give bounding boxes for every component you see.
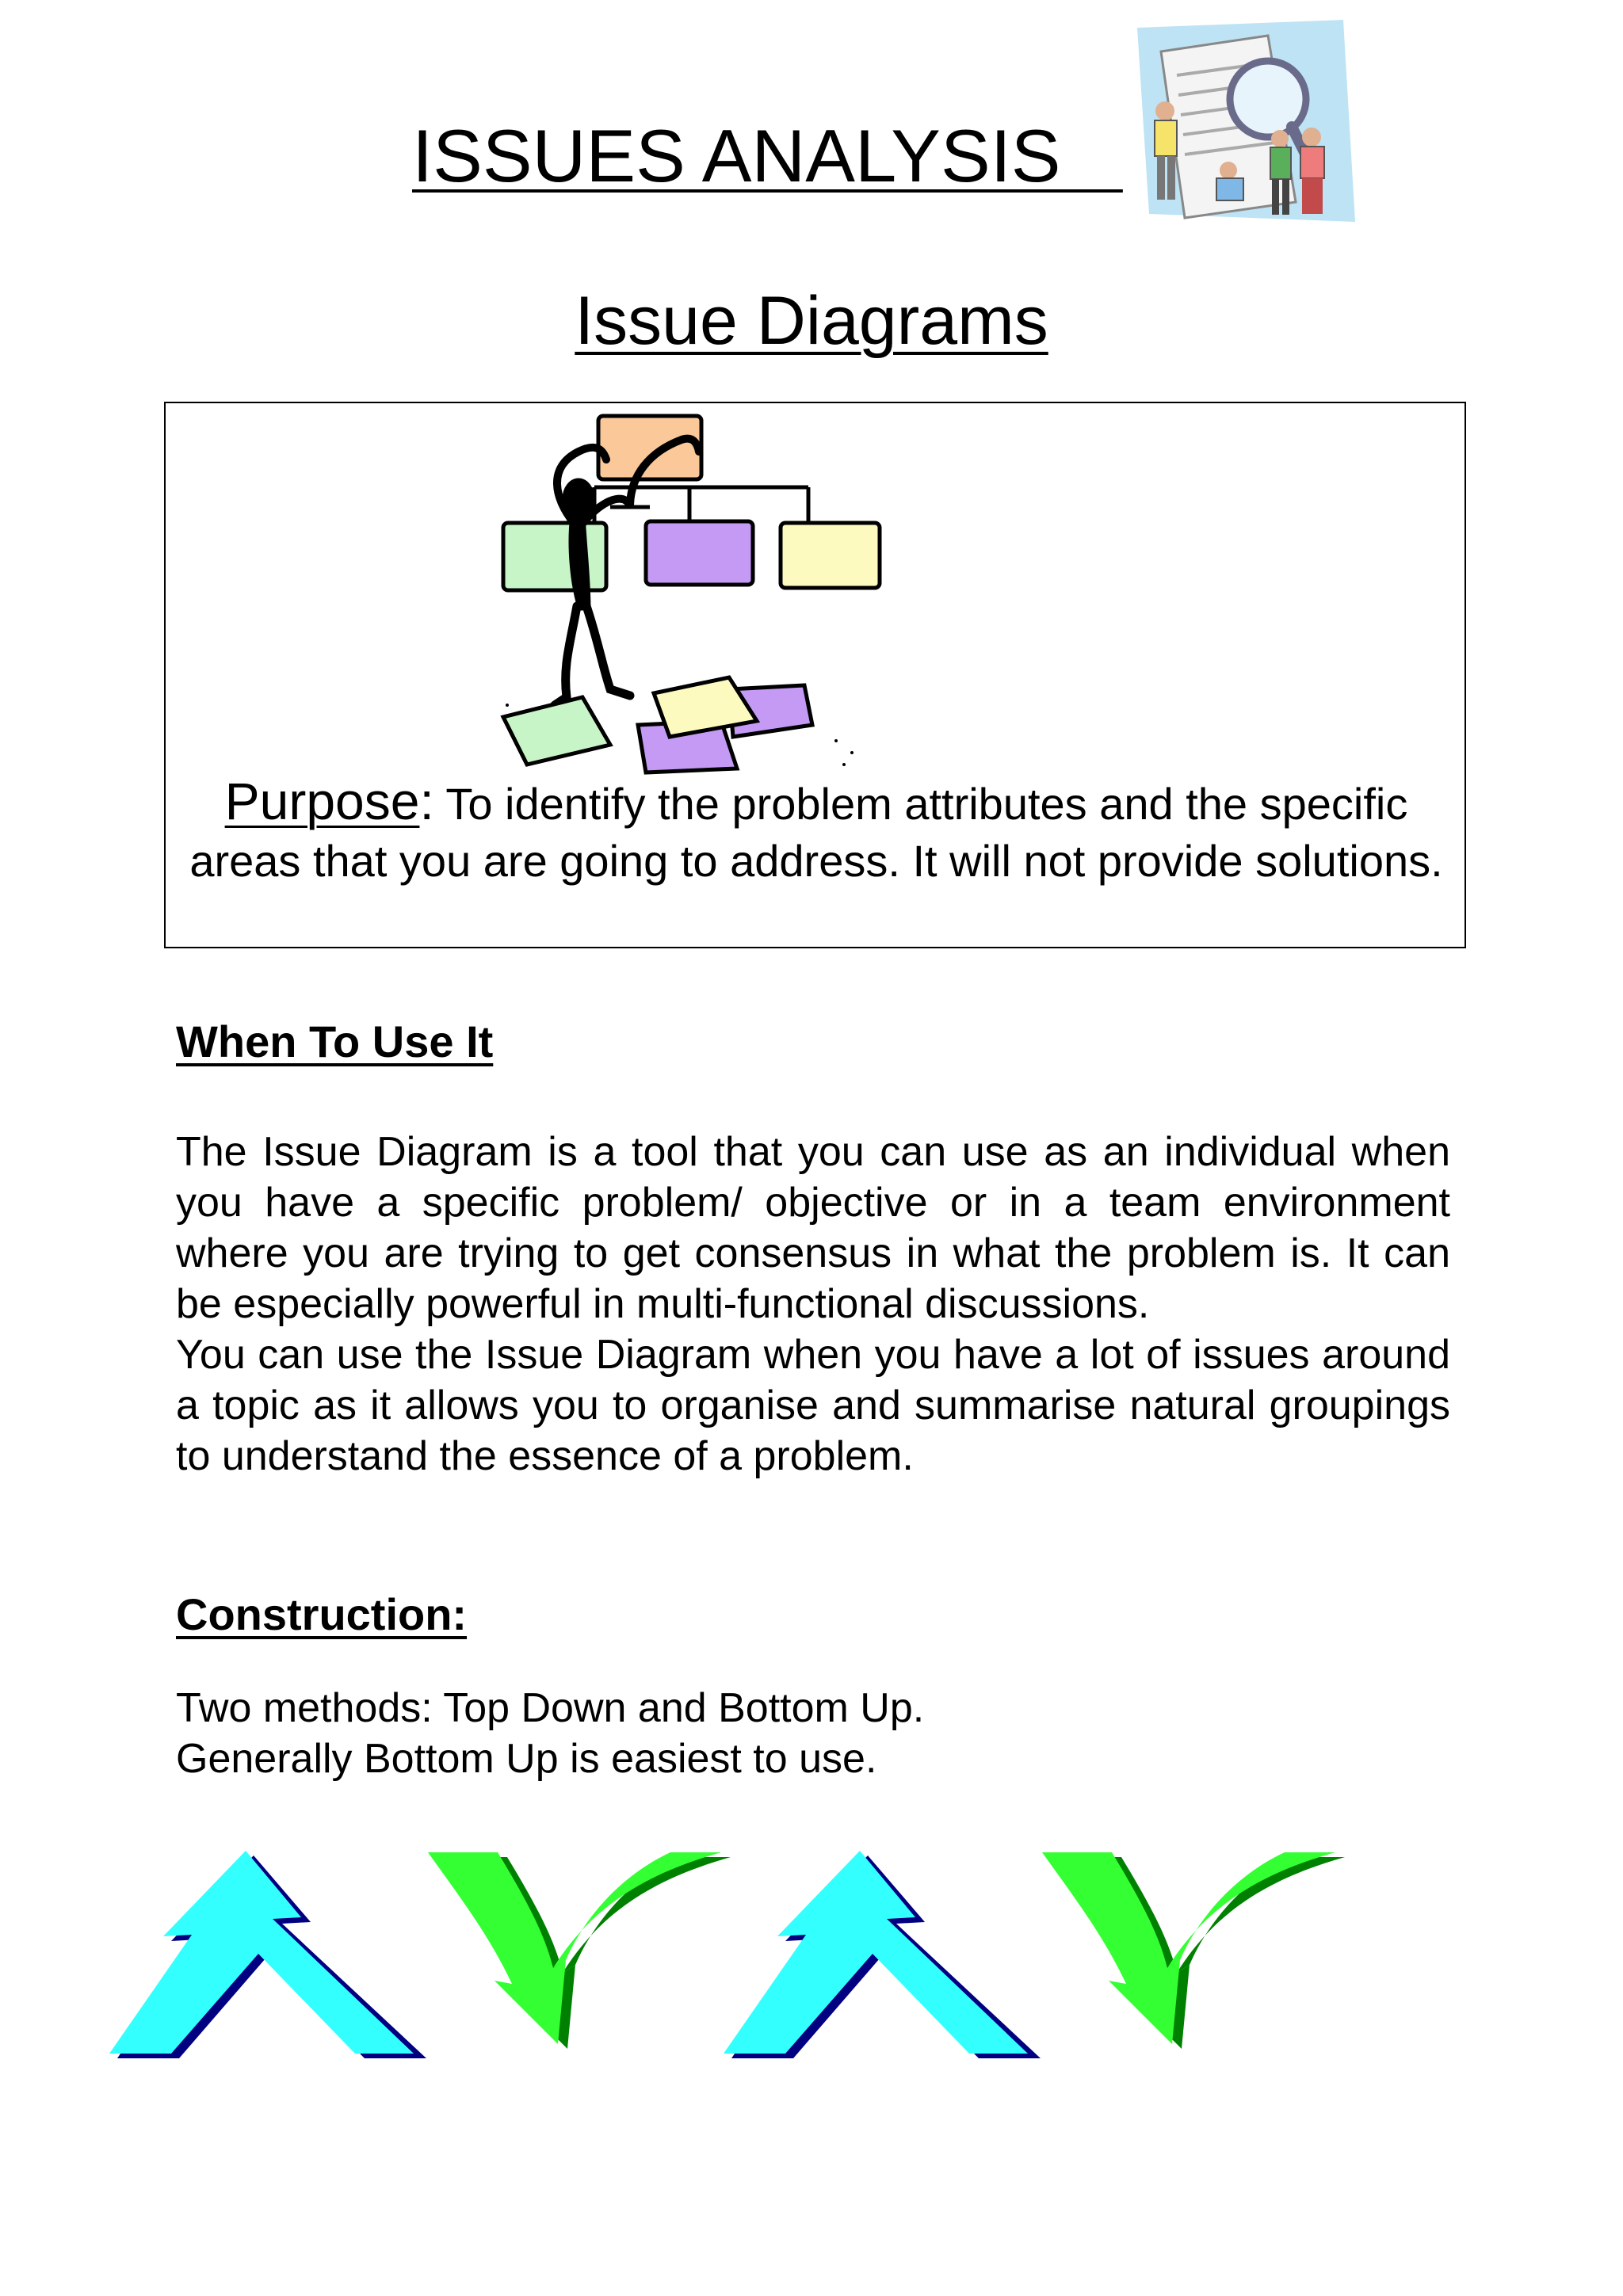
up-arrow-1 <box>109 1851 426 2058</box>
when-to-use-paragraph-1: The Issue Diagram is a tool that you can use as an individual when you have a specific problem/ objective or in a team environment where you are trying to get consensus in what the problem is. It can be especially powerful in multi-functional discussions. <box>176 1129 1450 1327</box>
down-arrow-1 <box>428 1852 731 2049</box>
purpose-label-colon: : <box>419 772 434 830</box>
stick-figure-diagram-clipart <box>491 404 903 776</box>
when-to-use-heading: When To Use It <box>176 1016 494 1066</box>
diagram-card-top <box>598 416 701 479</box>
down-arrow-2 <box>1042 1852 1345 2049</box>
when-to-use-body <box>176 1127 1450 1482</box>
page-title: ISSUES ANALYSIS <box>412 114 1123 197</box>
diagram-card-purple <box>646 521 753 585</box>
diagram-card-green <box>503 523 606 590</box>
construction-line-2: Generally Bottom Up is easiest to use. <box>176 1736 877 1782</box>
when-to-use-paragraph-2: You can use the Issue Diagram when you have a lot of issues around a topic as it allows you to organise and summarise natural groupings to understand the essence of a problem. <box>176 1332 1450 1479</box>
purpose-label: Purpose <box>224 772 420 830</box>
diagram-card-yellow <box>781 523 880 588</box>
construction-line-1: Two methods: Top Down and Bottom Up. <box>176 1685 925 1731</box>
construction-body <box>176 1683 1450 1784</box>
purpose-description: To identify the problem attributes and the specific areas that you are going to address. It will not provide solutions. <box>189 779 1443 886</box>
team-magnifier-clipart <box>1129 20 1367 226</box>
page-subtitle <box>0 283 1623 359</box>
subtitle-text: Issue Diagrams <box>575 283 1048 359</box>
purpose-text <box>182 772 1450 890</box>
construction-heading: Construction: <box>176 1589 468 1639</box>
up-arrow-2 <box>724 1851 1041 2058</box>
diagram-card-bottom-green <box>503 697 610 765</box>
direction-arrows <box>103 1846 1355 2068</box>
